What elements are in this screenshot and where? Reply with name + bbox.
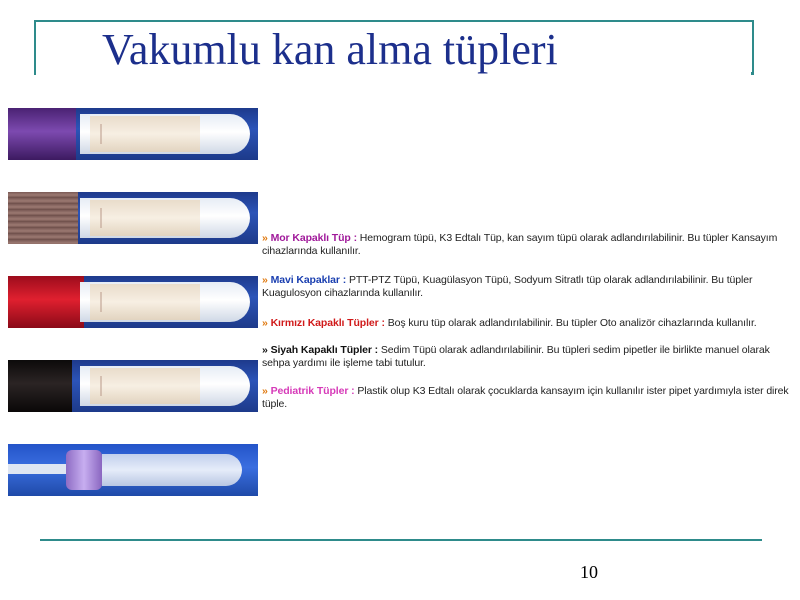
description-text: Sedim Tüpü olarak adlandırılabilinir. Bu tüpleri sedim pipetler ile birlikte manuel olarak sehpa yardımı ile işleme tabi tutulur. bbox=[262, 344, 770, 369]
tube-label bbox=[90, 200, 200, 236]
title-frame-dot bbox=[751, 72, 754, 75]
bullet-marker: » bbox=[262, 317, 268, 329]
tube-label bbox=[90, 116, 200, 152]
tube-red-cap bbox=[8, 276, 258, 328]
tube-pediatric bbox=[8, 444, 258, 496]
pediatric-pipette bbox=[8, 464, 70, 474]
tube-cap bbox=[8, 192, 78, 244]
bullet-marker: » bbox=[262, 344, 268, 356]
tube-label bbox=[90, 368, 200, 404]
description-title: Kırmızı Kapaklı Tüpler : bbox=[270, 317, 385, 329]
tube-label bbox=[90, 284, 200, 320]
description-title: Pediatrik Tüpler : bbox=[270, 385, 355, 397]
title-frame-top bbox=[34, 20, 754, 22]
tube-cap bbox=[8, 108, 76, 160]
tubes-image bbox=[8, 100, 260, 520]
tube-cap bbox=[8, 276, 84, 328]
tube-cap bbox=[66, 450, 102, 490]
description-title: Mor Kapaklı Tüp : bbox=[270, 232, 357, 244]
bullet-marker: » bbox=[262, 385, 268, 397]
description-title: Siyah Kapaklı Tüpler : bbox=[270, 344, 379, 356]
description-text: PTT-PTZ Tüpü, Kuagülasyon Tüpü, Sodyum Sitratlı tüp olarak adlandırılabilinir. Bu tüpler Kuagulosyon cihazlarında kullanılır. bbox=[262, 274, 753, 299]
description-title: Mavi Kapaklar : bbox=[270, 274, 347, 286]
page-number: 10 bbox=[580, 562, 598, 582]
footer-rule bbox=[40, 539, 762, 541]
description-item bbox=[262, 317, 792, 330]
description-item bbox=[262, 344, 792, 370]
tube-black-cap bbox=[8, 360, 258, 412]
tube-gray-brown-cap bbox=[8, 192, 258, 244]
bullet-marker: » bbox=[262, 274, 268, 286]
bullet-marker: » bbox=[262, 232, 268, 244]
description-text: Plastik olup K3 Edtalı olarak çocuklarda kansayım için kullanılır ister pipet yardımıyla ister direk tüple. bbox=[262, 385, 789, 410]
description-item bbox=[262, 385, 792, 411]
tube-purple-cap bbox=[8, 108, 258, 160]
tube-cap bbox=[8, 360, 72, 412]
description-text: Boş kuru tüp olarak adlandırılabilinir. Bu tüpler Oto analizör cihazlarında kullanılır. bbox=[387, 317, 757, 329]
description-item bbox=[262, 274, 792, 300]
slide-title: Vakumlu kan alma tüpleri bbox=[102, 25, 558, 74]
description-text: Hemogram tüpü, K3 Edtalı Tüp, kan sayım tüpü olarak adlandırılabilinir. Bu tüpler Kansayım cihazlarında kullanılır. bbox=[262, 232, 778, 257]
title-frame-right bbox=[752, 20, 754, 75]
title-frame-left bbox=[34, 20, 36, 75]
tube-body bbox=[102, 454, 242, 486]
description-item bbox=[262, 232, 792, 258]
